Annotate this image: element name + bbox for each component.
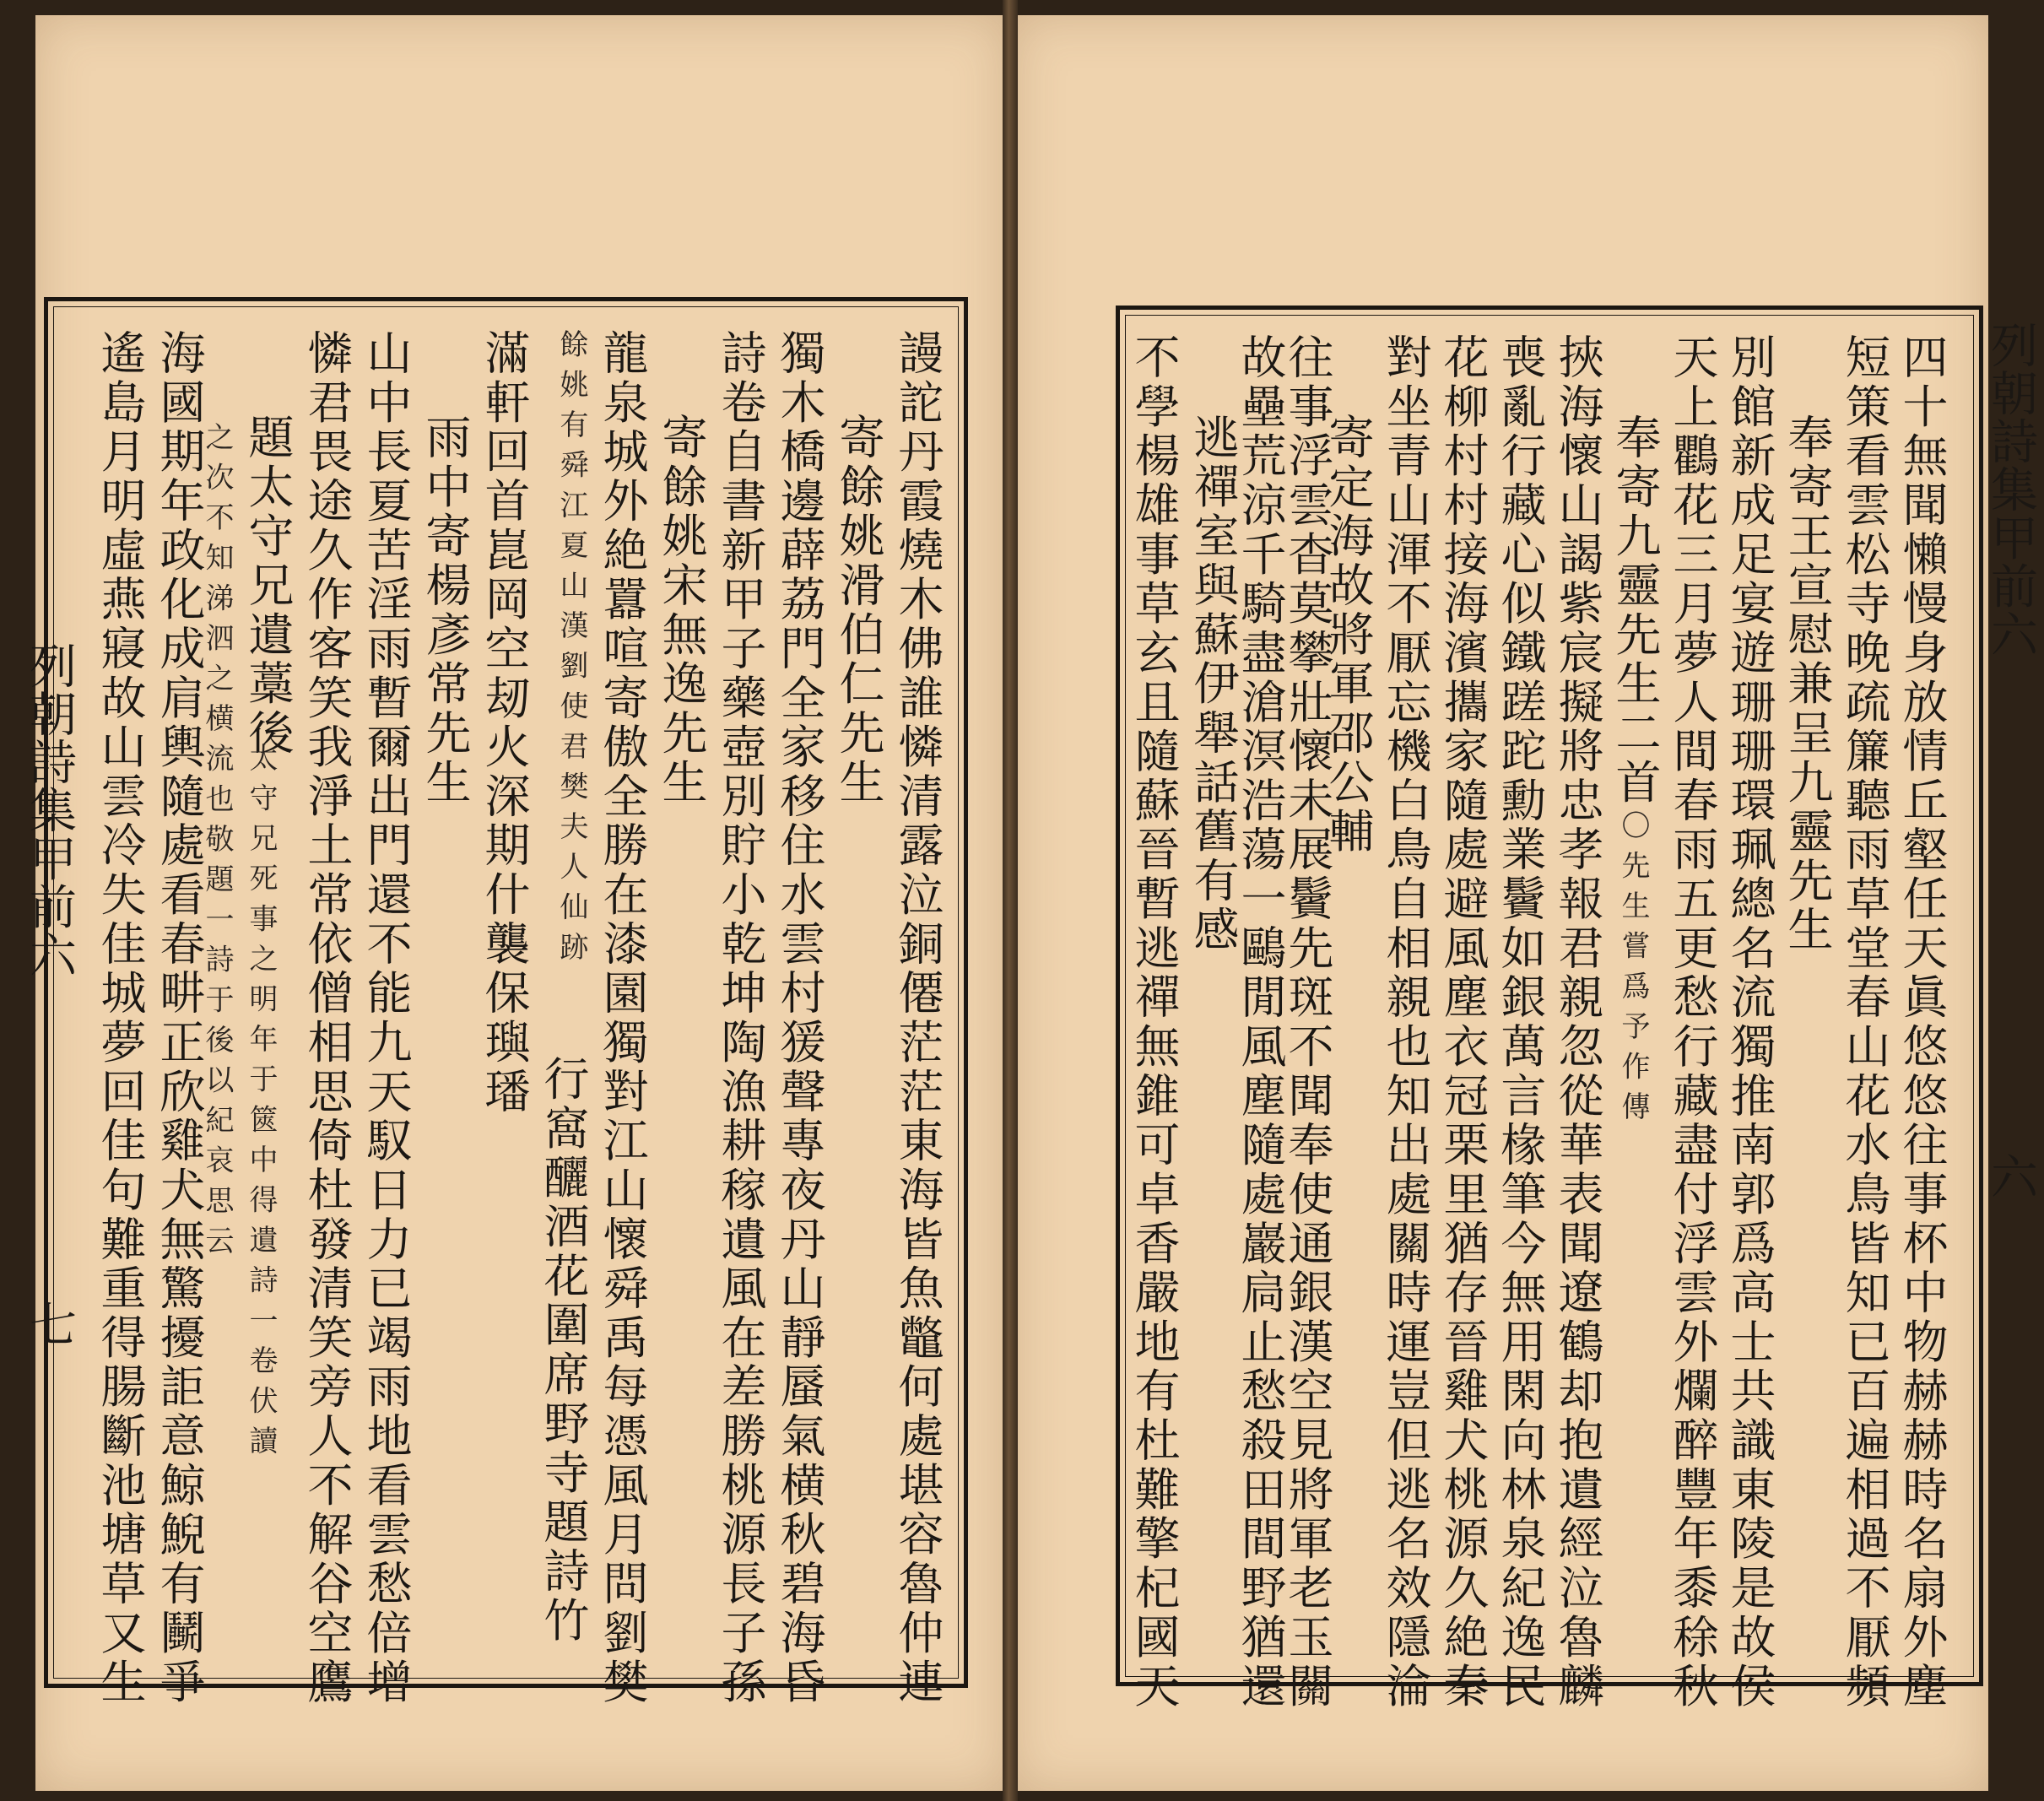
left-col-7: 行窩釃酒花圍席野寺題詩竹 xyxy=(537,1055,590,1646)
right-col-12: 往事浮雲杳莫攀壯懷未展鬢先斑不聞奉使通銀漢空見將軍老玉關 xyxy=(1281,333,1334,1712)
right-col-10: 對坐青山渾不厭忘機白鳥自相親也知出處關時運豈但逃名效隱淪 xyxy=(1379,333,1432,1712)
right-col-4: 別館新成足宴遊珊珊環珮總名流獨推南郭爲高士共識東陵是故侯 xyxy=(1723,333,1776,1712)
right-col-1: 四十無聞懶慢身放情丘壑任天眞悠悠往事杯中物赫赫時名扇外塵 xyxy=(1895,333,1949,1712)
left-col-14: 海國期年政化成肩輿隨處看春畊正欣雞犬無驚擾詎意鯨鯢有鬭爭 xyxy=(153,329,206,1707)
right-col-7: 挾海懷山謁紫宸擬將忠孝報君親忽從華表聞遼鶴却抱遺經泣魯麟 xyxy=(1551,333,1604,1712)
right-col-6: 奉寄九靈先生二首 xyxy=(1609,414,1662,808)
left-col-2: 寄餘姚滑伯仁先生 xyxy=(832,414,885,808)
right-col-8: 喪亂行藏心似鐵蹉跎勳業鬢如銀萬言椽筆今無用閑向林泉紀逸民 xyxy=(1494,333,1547,1712)
right-col-3: 奉寄王宣慰兼呈九靈先生 xyxy=(1781,414,1834,955)
book-gutter xyxy=(1003,0,1018,1801)
right-col-6-note: 〇先生嘗爲予作傳 xyxy=(1616,810,1650,1132)
left-col-13-note: 之次不知涕泗之横流也敬題一詩于後以紀哀思云 xyxy=(200,422,234,1266)
right-col-13: 故壘荒涼千騎盡滄溟浩蕩一鷗閒風塵隨處巖扃止愁殺田間野猶還 xyxy=(1234,333,1287,1712)
left-col-9: 雨中寄楊彥常先生 xyxy=(419,414,472,808)
right-margin-page-number: 六 xyxy=(1983,1152,2038,1201)
right-col-5: 天上鸜花三月夢人間春雨五更愁行藏盡付浮雲外爛醉豐年黍稌秋 xyxy=(1666,333,1719,1712)
left-col-11: 憐君畏途久作客笑我淨土常依僧相思倚杜發清笑旁人不解谷空鷹 xyxy=(300,329,354,1707)
left-margin-title: 列朝詩集甲前六 xyxy=(22,641,77,979)
left-col-12: 題太守兄遺藁後 xyxy=(241,414,295,759)
left-col-6: 龍泉城外絶囂喧寄傲全勝在漆園獨對江山懷舜禹每憑風月問劉樊 xyxy=(596,329,649,1707)
left-col-12-note: 太守兄死事之明年于篋中得遺詩一卷伏讀 xyxy=(244,743,278,1466)
left-col-4: 詩卷自書新甲子藥壺別貯小乾坤陶漁耕稼遺風在差勝桃源長子孫 xyxy=(714,329,767,1707)
left-col-8: 滿軒回首崑岡空刼火深期什襲保璵璠 xyxy=(478,329,531,1117)
right-margin-title: 列朝詩集甲前六 xyxy=(1983,321,2038,658)
right-col-2: 短策看雲松寺晚疏簾聽雨草堂春山花水鳥皆知已百遍相過不厭頻 xyxy=(1838,333,1891,1712)
right-col-15: 不學楊雄事草玄且隨蘇晉暫逃禪無錐可卓香嚴地有杜難擎杞國天 xyxy=(1127,333,1181,1712)
left-col-10: 山中長夏苦淫雨暫爾出門還不能九天馭日力已竭雨地看雲愁倍增 xyxy=(360,329,413,1707)
left-col-1: 謾詑丹霞燒木佛誰憐清露泣銅僊茫茫東海皆魚鼈何處堪容魯仲連 xyxy=(891,329,944,1707)
right-col-9: 花柳村村接海濱攜家隨處避風塵衣冠栗里猶存晉雞犬桃源久絶秦 xyxy=(1436,333,1490,1712)
left-margin-page-number: 七 xyxy=(22,1300,77,1349)
left-col-5: 寄餘姚宋無逸先生 xyxy=(655,414,708,808)
right-col-11: 寄定海故將軍邵公輔 xyxy=(1322,414,1375,857)
left-col-15: 遙島月明虛燕寢故山雲冷失佳城夢回佳句難重得腸斷池塘草又生 xyxy=(94,329,147,1707)
left-col-6-note: 餘姚有舜江夏山漢劉使君樊夫人仙跡 xyxy=(554,329,588,972)
right-col-14: 逃禪室與蘇伊舉話舊有感 xyxy=(1187,414,1240,955)
left-col-3: 獨木橋邊薜荔門全家移住水雲村猨聲專夜丹山靜蜃氣横秋碧海昏 xyxy=(773,329,826,1707)
